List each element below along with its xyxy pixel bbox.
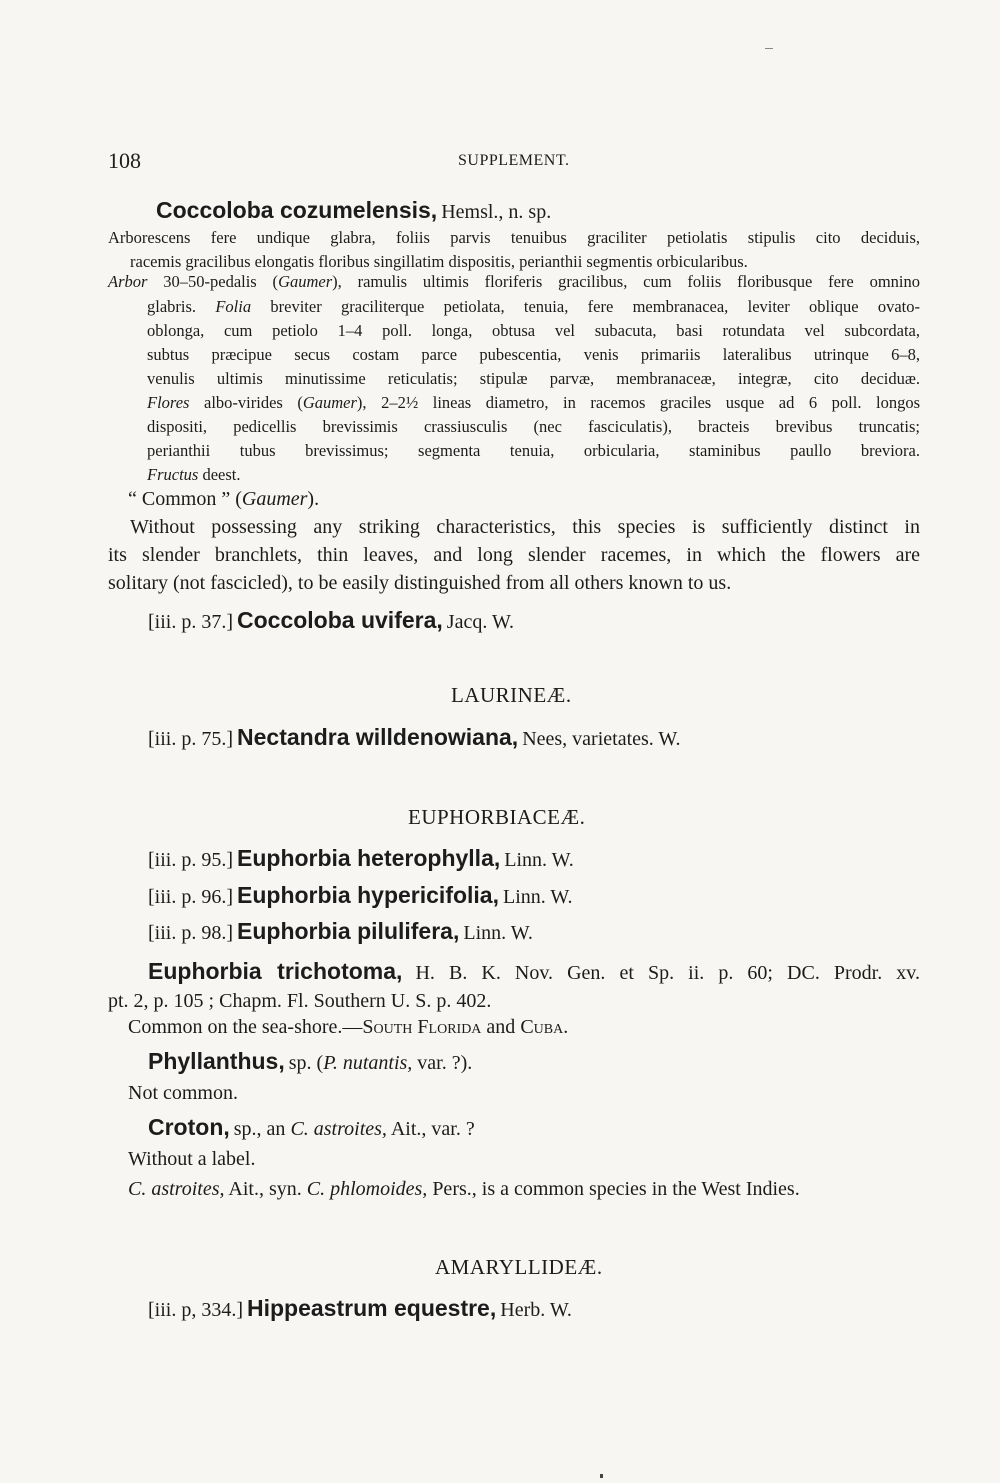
species-name: Euphorbia hypericifolia, bbox=[237, 882, 499, 908]
description-line: Fructus deest. bbox=[147, 465, 241, 484]
page-number: 108 bbox=[108, 148, 141, 173]
species-name: Euphorbia trichotoma, bbox=[148, 958, 403, 984]
volume-reference: [iii. p. 96.] bbox=[148, 886, 233, 908]
description-line: dispositi, pedicellis brevissimis crassiusculis (nec fasciculatis), bracteis brevibus truncatis; bbox=[147, 417, 920, 436]
species-name: Phyllanthus, bbox=[148, 1048, 285, 1074]
family-heading-euphorbiaceae: EUPHORBIACEÆ. bbox=[408, 805, 586, 829]
species-author: Herb. W. bbox=[500, 1299, 572, 1321]
species-name: Euphorbia pilulifera, bbox=[237, 918, 460, 944]
citation-line: pt. 2, p. 105 ; Chapm. Fl. Southern U. S. p. 402. bbox=[108, 990, 492, 1012]
family-heading-amaryllideae: AMARYLLIDEÆ. bbox=[435, 1255, 603, 1279]
species-reference: H. B. K. Nov. Gen. et Sp. ii. p. 60; DC. Prodr. xv. bbox=[415, 962, 921, 984]
habitat-line: Common on the sea-shore.—South Florida and Cuba. bbox=[128, 1016, 569, 1038]
description-line: venulis ultimis minutissime reticulatis; stipulæ parvæ, membranaceæ, integræ, cito deciduæ. bbox=[147, 369, 920, 388]
description-line: Arbor 30–50-pedalis (Gaumer), ramulis ultimis floriferis gracilibus, cum foliis floribusque fere omnino bbox=[108, 272, 920, 291]
entry-phyllanthus bbox=[148, 1048, 472, 1075]
volume-reference: [iii. p. 75.] bbox=[148, 728, 233, 750]
note-line: Without a label. bbox=[128, 1148, 256, 1170]
description-line: perianthii tubus brevissimus; segmenta tenuia, orbicularia, staminibus paullo breviora. bbox=[147, 441, 920, 460]
print-mark bbox=[765, 48, 773, 49]
entry-coccoloba-uvifera bbox=[148, 607, 514, 634]
volume-reference: [iii. p. 37.] bbox=[148, 611, 233, 633]
species-author: Linn. W. bbox=[463, 922, 533, 944]
species-note: sp., an C. astroites, Ait., var. ? bbox=[233, 1118, 475, 1140]
common-name-line: “ Common ” (Gaumer). bbox=[128, 488, 320, 510]
description-line: Flores albo-virides (Gaumer), 2–2½ lineas diametro, in racemos graciles usque ad 6 poll. longos bbox=[147, 393, 920, 412]
species-name: Coccoloba cozumelensis, bbox=[156, 197, 438, 223]
description-line: glabris. Folia breviter graciliterque petiolata, tenuia, fere membranacea, leviter oblique ovato- bbox=[147, 297, 920, 316]
volume-reference: [iii. p. 98.] bbox=[148, 922, 233, 944]
entry-euphorbia-pilulifera bbox=[148, 918, 533, 945]
species-note: sp. (P. nutantis, var. ?). bbox=[288, 1052, 473, 1074]
species-author: Jacq. W. bbox=[446, 611, 514, 633]
volume-reference: [iii. p, 334.] bbox=[148, 1299, 243, 1321]
entry-euphorbia-hypericifolia bbox=[148, 882, 572, 909]
entry-euphorbia-trichotoma bbox=[148, 958, 920, 985]
remarks-line: Without possessing any striking characteristics, this species is sufficiently distinct in bbox=[130, 516, 920, 538]
entry-croton bbox=[148, 1114, 475, 1141]
description-line: oblonga, cum petiolo 1–4 poll. longa, obtusa vel subacuta, basi rotundata vel subcordata, bbox=[147, 321, 920, 340]
remarks-line: solitary (not fascicled), to be easily distinguished from all others known to us. bbox=[108, 572, 732, 594]
note-line: C. astroites, Ait., syn. C. phlomoides, Pers., is a common species in the West Indies. bbox=[128, 1178, 800, 1200]
description-line: subtus præcipue secus costam parce pubescentia, venis primariis lateralibus utrinque 6–8, bbox=[147, 345, 920, 364]
entry-euphorbia-heterophylla bbox=[148, 845, 574, 872]
species-name: Croton, bbox=[148, 1114, 230, 1140]
species-name: Nectandra willdenowiana, bbox=[237, 724, 519, 750]
family-heading-laurineae: LAURINEÆ. bbox=[451, 683, 572, 707]
species-name: Euphorbia heterophylla, bbox=[237, 845, 501, 871]
diagnosis-line: racemis gracilibus elongatis floribus singillatim dispositis, perianthii segmentis orbicularibus. bbox=[130, 252, 748, 271]
remarks-line: its slender branchlets, thin leaves, and long slender racemes, in which the flowers are bbox=[108, 544, 920, 566]
species-name: Hippeastrum equestre, bbox=[247, 1295, 497, 1321]
diagnosis-line: Arborescens fere undique glabra, foliis parvis tenuibus graciliter petiolatis stipulis cito deciduis, bbox=[108, 228, 920, 247]
species-title-coccoloba-cozumelensis bbox=[156, 197, 551, 224]
volume-reference: [iii. p. 95.] bbox=[148, 849, 233, 871]
species-author: Linn. W. bbox=[504, 849, 574, 871]
running-title: SUPPLEMENT. bbox=[458, 152, 570, 169]
print-mark bbox=[600, 1474, 603, 1478]
species-name: Coccoloba uvifera, bbox=[237, 607, 443, 633]
entry-nectandra bbox=[148, 724, 680, 751]
species-author: Linn. W. bbox=[502, 886, 573, 908]
species-author: Hemsl., n. sp. bbox=[441, 201, 552, 223]
entry-hippeastrum bbox=[148, 1295, 572, 1322]
species-author: Nees, varietates. W. bbox=[522, 728, 681, 750]
note-line: Not common. bbox=[128, 1082, 238, 1104]
running-header bbox=[108, 148, 908, 176]
